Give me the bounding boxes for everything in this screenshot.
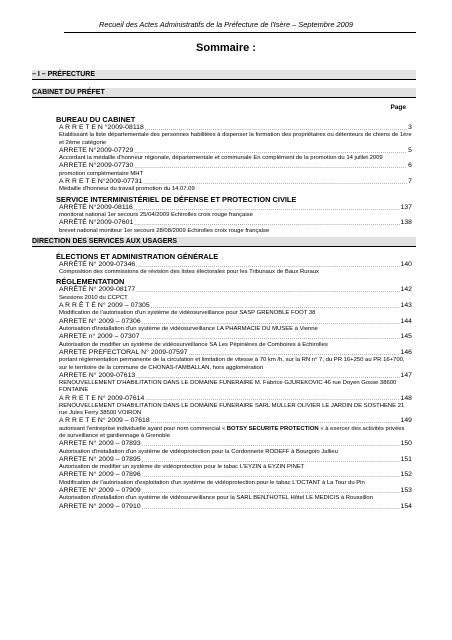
toc-entry[interactable] bbox=[56, 162, 412, 170]
desc-text: » à exercer des activités privées de surveillance et gardiennage à Grenoble bbox=[59, 425, 405, 439]
toc-entry[interactable] bbox=[56, 204, 412, 212]
leader-dots bbox=[145, 396, 399, 403]
toc-entry[interactable] bbox=[56, 487, 412, 495]
spacer bbox=[56, 249, 412, 251]
entry-page: 152 bbox=[400, 471, 412, 479]
desc-text: autorisant l'entreprise individuelle ayant pour nom commercial « bbox=[59, 425, 227, 432]
leader-dots bbox=[142, 473, 400, 480]
entry-title: ARRETE N°2009-07729 bbox=[59, 146, 134, 154]
entry-title: ARRETE N° 2009 – 07893 bbox=[59, 440, 141, 448]
entry-page: 151 bbox=[400, 455, 412, 463]
toc-entry[interactable] bbox=[56, 440, 412, 448]
section-sidpc: SERVICE INTERMINISTÉRIEL DE DÉFENSE ET PROTECTION CIVILE bbox=[56, 194, 297, 204]
entry-page: 137 bbox=[400, 203, 412, 211]
entry-title: ARRETE n° 2009 – 07307 bbox=[59, 333, 140, 341]
toc-entry[interactable] bbox=[56, 124, 412, 132]
leader-dots bbox=[136, 288, 399, 295]
dsu-band: DIRECTION DES SERVICES AUX USAGERS bbox=[32, 237, 416, 247]
entry-description: Accordant la médaille d'honneur régionale, départementale et communale En complément de la promotion du 14 juillet 2009 bbox=[59, 155, 383, 162]
entry-title: ARRÊTÉ N°2009-07601 bbox=[59, 219, 134, 227]
entry-description: Modification de l'autorisation d'exploitation d'un système de vidéoprotection pour le tabac L'OCTANT à La Tour du Pin bbox=[59, 479, 365, 486]
entry-title: ARRETE N°2009-07730 bbox=[59, 162, 134, 170]
leader-dots bbox=[142, 442, 400, 449]
entry-title: ARRETE N° 2009 – 07896 bbox=[59, 471, 141, 479]
entry-title: A R R E T E N°2009-07731 bbox=[59, 178, 143, 186]
entry-title: A R R Ê T É N° 2009 – 07305 bbox=[59, 302, 150, 310]
section-bureau-du-cabinet: BUREAU DU CABINET bbox=[56, 115, 136, 124]
entry-page: 148 bbox=[400, 394, 412, 402]
page-title: Sommaire : bbox=[196, 42, 256, 54]
entry-page: 5 bbox=[408, 146, 412, 154]
toc-entry[interactable] bbox=[56, 349, 412, 357]
toc-entry[interactable] bbox=[56, 395, 412, 403]
entry-title: ARRETE N° 2009 – 07909 bbox=[59, 486, 141, 494]
leader-dots bbox=[134, 164, 407, 171]
entry-title: ARRETE N° 2009 – 07306 bbox=[59, 317, 141, 325]
entry-page: 149 bbox=[400, 417, 412, 425]
leader-dots bbox=[142, 505, 400, 512]
entry-description: Autorisation de modifier un système de vidéosurveillance SA Les Pépinières de Comboires à Echirolles bbox=[59, 341, 328, 348]
entry-description: brevet national moniteur 1er secours 28/08/2009 Echirolles croix rouge française bbox=[59, 227, 270, 234]
entry-page: 138 bbox=[400, 219, 412, 227]
entry-description: Modification de l'autorisation d'un système de vidéosurveillance pour SASP GRENOBLE FOOT 38 bbox=[59, 310, 316, 317]
entry-description: Autorisation d'installation d'un système de vidéosurveillance pour la SARL BENJ'HOTEL Hôtel LE MEDICIS à Roussillon bbox=[59, 495, 373, 502]
entry-description: Autorisation de modifier un système de vidéoprotection pour le tabac L'EYZIN à EYZIN PINET bbox=[59, 464, 305, 471]
toc-entry[interactable] bbox=[56, 219, 412, 227]
section-elections: ÉLECTIONS ET ADMINISTRATION GÉNÉRALE bbox=[56, 251, 219, 261]
entry-title: ARRETE PREFECTORAL N° 2009-07597 bbox=[59, 348, 188, 356]
entry-page: 147 bbox=[400, 371, 412, 379]
header-rule bbox=[64, 32, 416, 33]
toc-content bbox=[32, 114, 412, 511]
entry-page: 142 bbox=[400, 286, 412, 294]
cabinet-band bbox=[32, 88, 416, 98]
entry-description: Etablissant la liste départementale des personnes habilitées à dispenser la formation des propriétaires ou détenteurs de chiens de 1ère et 2ème catégorie bbox=[59, 132, 412, 146]
toc-entry[interactable] bbox=[56, 417, 412, 425]
entry-page: 6 bbox=[408, 162, 412, 170]
cabinet-label: CABINET DU PRÉFET bbox=[32, 89, 105, 96]
entry-page: 153 bbox=[400, 486, 412, 494]
entry-title: ARRÊTÉ N° 2009-08177 bbox=[59, 286, 136, 294]
entry-title: A R R E T E N °2009-08118 bbox=[59, 124, 144, 131]
toc-entry[interactable] bbox=[56, 286, 412, 294]
leader-dots bbox=[141, 335, 400, 342]
entry-title: ARRÊTÉ N°2009-08116 bbox=[59, 203, 133, 211]
leader-dots bbox=[134, 221, 399, 228]
page-column-label: Page bbox=[390, 104, 406, 111]
toc-entry[interactable] bbox=[56, 178, 412, 186]
toc-entry[interactable] bbox=[56, 333, 412, 341]
entry-description: RENOUVELLEMENT D'HABILITATION DANS LE DOMAINE FUNERAIRE M. Fabrice GJUREKOVIC 46 rue Doyen Gosse 38600 FONTAINE bbox=[59, 380, 397, 394]
entry-page: 140 bbox=[400, 260, 412, 268]
entry-page: 154 bbox=[400, 502, 412, 510]
toc-entry[interactable] bbox=[56, 372, 412, 380]
entry-page: 7 bbox=[408, 178, 412, 186]
toc-entry[interactable] bbox=[56, 456, 412, 464]
part-label: – I – PRÉFECTURE bbox=[32, 71, 96, 78]
dsu-band-wrap bbox=[32, 235, 412, 249]
company-name: BOTSY SECURITE PROTECTION bbox=[226, 425, 319, 432]
running-header: Recueil des Actes Administratifs de la Préfecture de l'Isère – Septembre 2009 bbox=[99, 20, 353, 29]
entry-description: monitorat national 1er secours 25/04/2009 Echirolles croix rouge française bbox=[59, 212, 253, 219]
entry-title: ARRETE N° 2009 – 07910 bbox=[59, 502, 141, 510]
entry-page: 3 bbox=[408, 124, 412, 131]
entry-title: ARRÊTÉ N° 2009-07346 bbox=[59, 260, 136, 268]
entry-title: ARRETE N° 2009-07613 bbox=[59, 371, 136, 379]
toc-entry[interactable] bbox=[56, 147, 412, 155]
entry-description: Sessions 2010 du CCPCT bbox=[59, 294, 128, 301]
toc-entry[interactable] bbox=[56, 302, 412, 310]
entry-description: Autorisation d'installation d'un système de vidéosurveillance LA PHARMACIE DU MUSEE à Vienne bbox=[59, 326, 318, 333]
entry-page: 146 bbox=[400, 348, 412, 356]
entry-page: 143 bbox=[400, 302, 412, 310]
entry-description: Composition des commissions de révision des listes électorales pour les Tribunaux de Baux Ruraux bbox=[59, 269, 319, 276]
entry-page: 144 bbox=[400, 317, 412, 325]
entry-title: A R R E T E N° 2009-07614 bbox=[59, 394, 145, 402]
toc-entry[interactable] bbox=[56, 261, 412, 269]
entry-description: promotion complémentaire MHT bbox=[59, 170, 144, 177]
entry-page: 150 bbox=[400, 440, 412, 448]
entry-title: A R R E T E N° 2009 – 07618 bbox=[59, 417, 150, 425]
entry-title: ARRETE N° 2009 – 07895 bbox=[59, 455, 141, 463]
entry-description: Médaille d'honneur du travail promotion du 14.07.09 bbox=[59, 186, 195, 193]
part-band bbox=[32, 70, 416, 80]
entry-description: RENOUVELLEMENT D'HABILITATION DANS LE DOMAINE FUNERAIRE SARL MULLER OLIVIER LE JARDIN DE SOSTHENE 21 rue Jules Ferry 38500 VOIRON bbox=[59, 402, 405, 417]
entry-description: Autorisation d'installation d'un système de vidéoprotection pour la Cordonnerie RODEFF à Bourgoin Jallieu bbox=[59, 448, 338, 455]
toc-entry[interactable] bbox=[56, 503, 412, 511]
entry-description bbox=[56, 426, 412, 440]
toc-entry[interactable] bbox=[56, 318, 412, 326]
toc-entry[interactable] bbox=[56, 471, 412, 479]
entry-page: 145 bbox=[400, 333, 412, 341]
section-reglementation: RÉGLEMENTATION bbox=[56, 277, 125, 287]
entry-description: portant réglementation permanente de la circulation et limitation de vitesse à 70 km /h, sur la RN n° 7, du PR 16+250 au PR 16+700, sur le territoire de la commune de CHONAS-l'AMBALLAN, hors agglomération bbox=[59, 357, 405, 371]
